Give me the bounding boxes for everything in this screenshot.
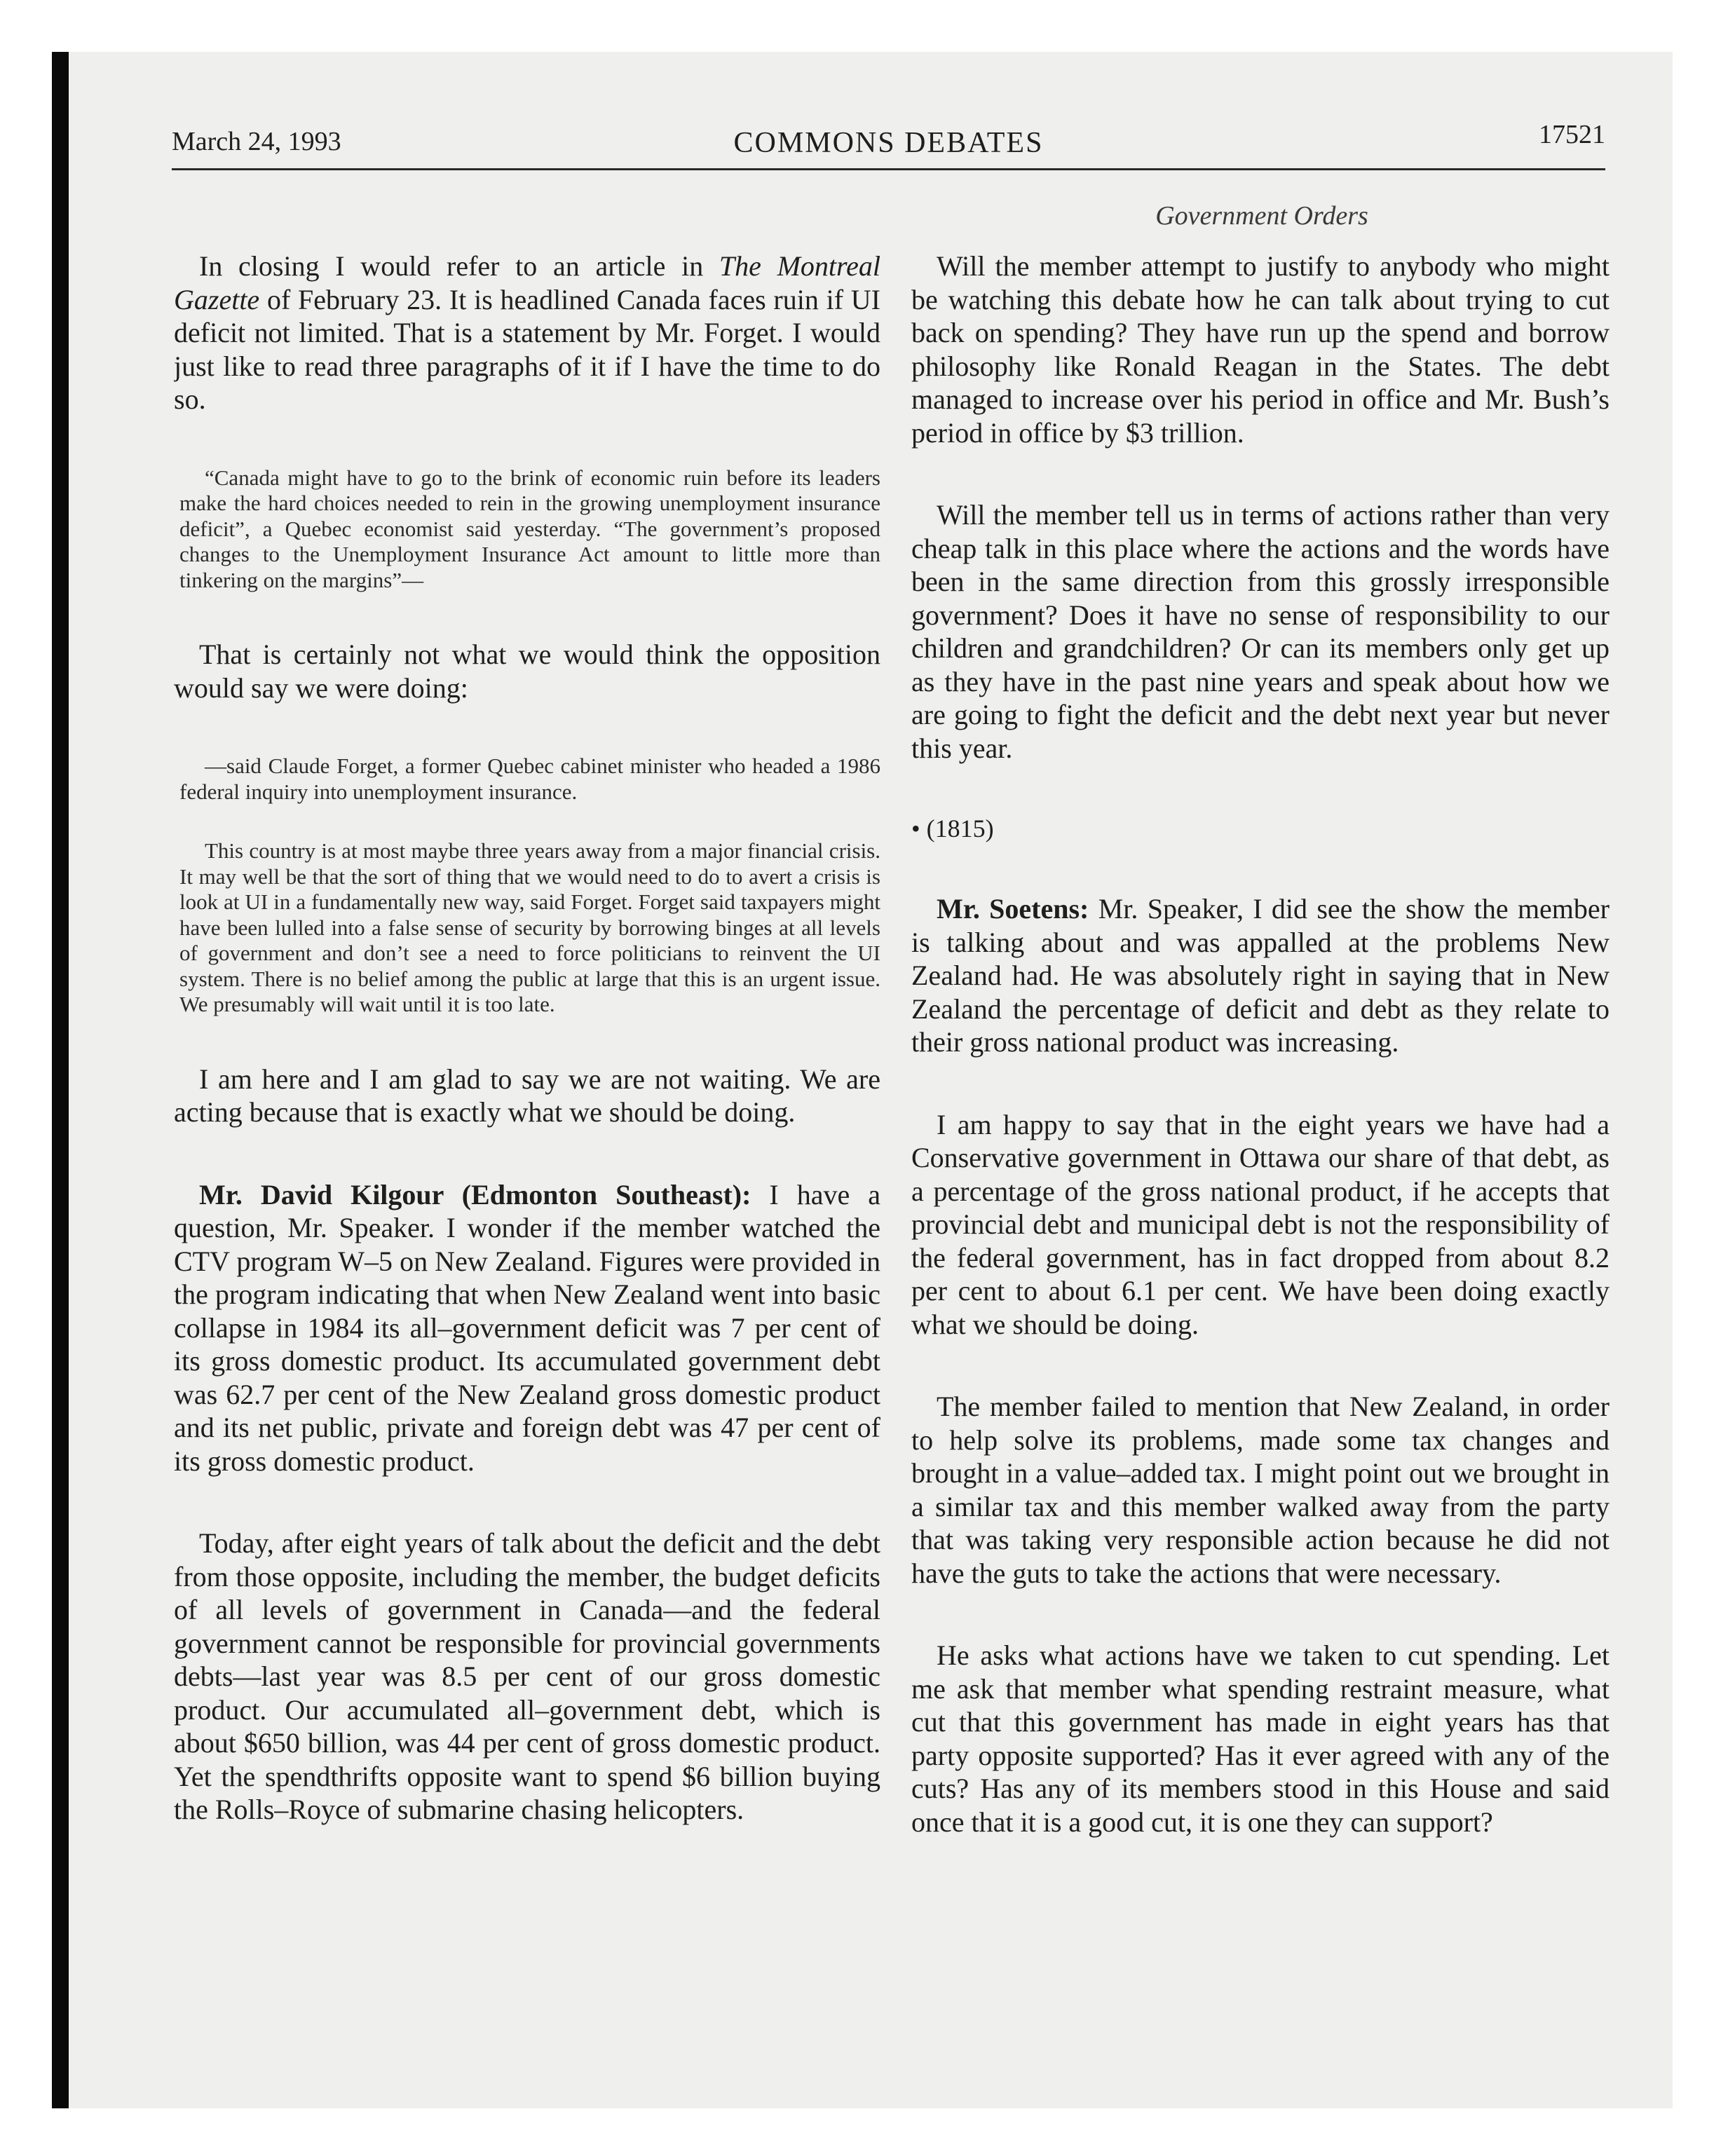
page-number: 17521 (1539, 120, 1605, 149)
header-title: COMMONS DEBATES (733, 127, 1044, 159)
publication-title: The Montreal Gazette (174, 250, 880, 315)
paragraph: The member failed to mention that New Zealand, in order to help solve its problems, made some tax changes and brought in a value–added tax. I might point out we brought in a similar tax and this member walked away from the party that was taking very responsible action because he did not have the guts to take the actions that were necessary. (911, 1391, 1610, 1589)
block-quote: “Canada might have to go to the brink of economic ruin before its leaders make the hard choices needed to rein in the growing unemployment insurance deficit”, a Quebec economist said yesterday. “The government’s proposed changes to the Unemployment Insurance Act amount to little more than tinkering on the margins”— (179, 465, 880, 592)
paragraph-text: In closing I would refer to an article in (199, 250, 719, 282)
block-quote: —said Claude Forget, a former Quebec cabinet minister who headed a 1986 federal inquiry into unemployment insurance. (179, 753, 880, 804)
section-heading: Government Orders (1155, 201, 1368, 231)
right-column (911, 250, 1610, 1932)
speaker-name: Mr. Soetens: (937, 893, 1089, 925)
header-date: March 24, 1993 (172, 127, 341, 156)
paragraph: I am here and I am glad to say we are not waiting. We are acting because that is exactly what we should be doing. (174, 1063, 880, 1128)
paragraph-text: of February 23. It is headlined Canada faces ruin if UI deficit not limited. That is a statement by Mr. Forget. I would just like to read three paragraphs of it if I have the time to do so. (174, 283, 880, 415)
speech-text: I have a question, Mr. Speaker. I wonder if the member watched the CTV program W–5 on New Zealand. Figures were provided in the program indicating that when New Zealand went into basic collapse in 1984 its all–government deficit was 7 per cent of its gross domestic product. Its accumulated government debt was 62.7 per cent of the New Zealand gross domestic product and its net public, private and foreign debt was 47 per cent of its gross domestic product. (174, 1178, 880, 1477)
paragraph (174, 250, 880, 416)
speech-paragraph (174, 1178, 880, 1478)
paragraph: Will the member tell us in terms of actions rather than very cheap talk in this place where the actions and the words have been in the same direction from this grossly irresponsible government? Does it have no sense of responsibility to our children and grandchildren? Or can its members only get up as they have in the past nine years and speak about how we are going to fight the deficit and the debt next year but never this year. (911, 499, 1610, 764)
block-quote: This country is at most maybe three years away from a major financial crisis. It may well be that the sort of thing that we would need to do to avert a crisis is look at UI in a fundamentally new way, said Forget. Forget said taxpayers might have been lulled into a false sense of security by borrowing binges at all levels of government and don’t see a need to force politicians to reinvent the UI system. There is no belief among the public at large that this is an urgent issue. We presumably will wait until it is too late. (179, 838, 880, 1016)
paragraph: Will the member attempt to justify to anybody who might be watching this debate how he can talk about trying to cut back on spending? They have run up the spend and borrow philosophy like Ronald Reagan in the States. The debt managed to increase over his period in office and Mr. Bush’s period in office by $3 trillion. (911, 250, 1610, 449)
time-marker: • (1815) (911, 814, 994, 842)
speaker-name: Mr. David Kilgour (Edmonton Southeast): (199, 1178, 751, 1210)
speech-paragraph (911, 892, 1610, 1059)
paragraph: That is certainly not what we would think the opposition would say we were doing: (174, 639, 880, 704)
paragraph: He asks what actions have we taken to cut spending. Let me ask that member what spending restraint measure, what cut that this government has made in eight years has that party opposite supported? Has it ever agreed with any of the cuts? Has any of its members stood in this House and said once that it is a good cut, it is one they can support? (911, 1639, 1610, 1838)
paragraph: I am happy to say that in the eight years we have had a Conservative government in Ottawa our share of that debt, as a percentage of the gross national product, if he accepts that provincial debt and municipal debt is not the responsibility of the federal government, has in fact dropped from about 8.2 per cent to about 6.1 per cent. We have been doing exactly what we should be doing. (911, 1108, 1610, 1340)
binding-edge (52, 52, 69, 2108)
page-header (172, 119, 1605, 170)
left-column (174, 250, 880, 1932)
speech-text: Mr. Speaker, I did see the show the member is talking about and was appalled at the problems New Zealand had. He was absolutely right in saying that in New Zealand the percentage of deficit and debt as they relate to their gross national product was increasing. (911, 893, 1610, 1058)
paragraph: Today, after eight years of talk about the deficit and the debt from those opposite, including the member, the budget deficits of all levels of government in Canada—and the federal government cannot be responsible for provincial governments debts—last year was 8.5 per cent of our gross domestic product. Our accumulated all–government debt, which is about $650 billion, was 44 per cent of gross domestic product. Yet the spendthrifts opposite want to spend $6 billion buying the Rolls–Royce of submarine chasing helicopters. (174, 1527, 880, 1825)
